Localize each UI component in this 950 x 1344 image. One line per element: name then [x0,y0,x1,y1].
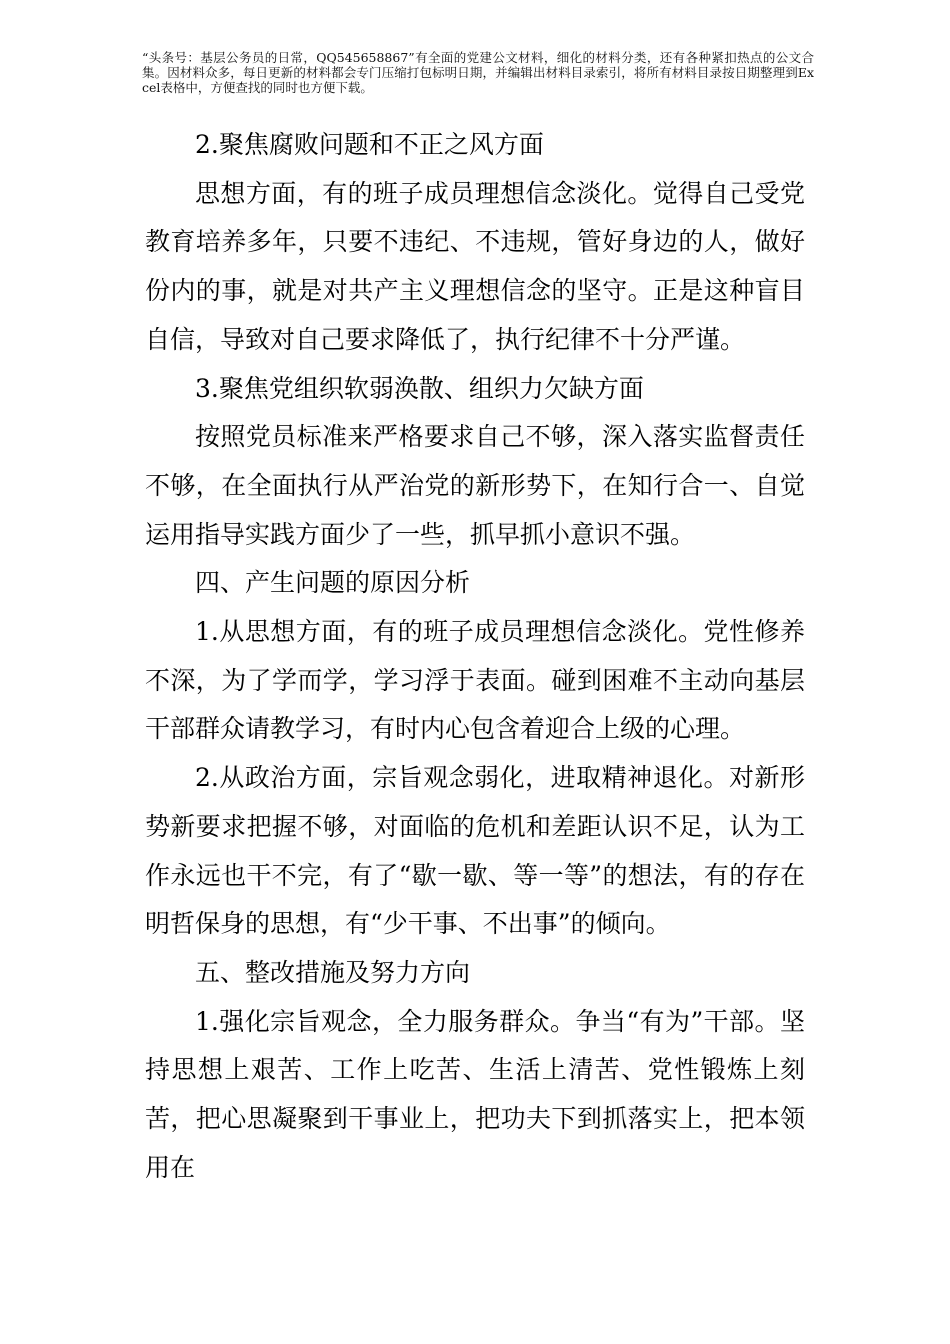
section-heading: 3.聚焦党组织软弱涣散、组织力欠缺方面 [195,373,644,403]
document-body [145,121,805,1192]
paragraph: 思想方面，有的班子成员理想信念淡化。觉得自己受党教育培养多年，只要不违纪、不违规，管好身边的人，做好份内的事，就是对共产主义理想信念的坚守。正是这种盲目自信，导致对自己要求降低了，执行纪律不十分严谨。 [145,178,805,354]
paragraph: 1.强化宗旨观念，全力服务群众。争当“有为”干部。坚持思想上艰苦、工作上吃苦、生活上清苦、党性锻炼上刻苦，把心思凝聚到干事业上，把功夫下到抓落实上，把本领用在 [145,1006,805,1182]
paragraph: 2.从政治方面，宗旨观念弱化，进取精神退化。对新形势新要求把握不够，对面临的危机和差距认识不足，认为工作永远也干不完，有了“歇一歇、等一等”的想法，有的存在明哲保身的思想，有“少干事、不出事”的倾向。 [145,763,805,939]
paragraph: 按照党员标准来严格要求自己不够，深入落实监督责任不够，在全面执行从严治党的新形势下，在知行合一、自觉运用指导实践方面少了一些，抓早抓小意识不强。 [145,422,805,549]
section-heading: 四、产生问题的原因分析 [195,568,471,598]
paragraph: 1.从思想方面，有的班子成员理想信念淡化。党性修养不深，为了学而学，学习浮于表面。碰到困难不主动向基层干部群众请教学习，有时内心包含着迎合上级的心理。 [145,617,805,744]
section-heading: 2.聚焦腐败问题和不正之风方面 [195,130,544,159]
section-heading: 五、整改措施及努力方向 [195,957,471,987]
header-note: “头条号：基层公务员的日常，QQ545658867”有全面的党建公文材料，细化的材料分类，还有各种紧扣热点的公文合集。因材料众多，每日更新的材料都会专门压缩打包标明日期，并编辑出材料目录索引，将所有材料目录按日期整理到Excel表格中，方便查找的同时也方便下载。 [142,50,814,95]
